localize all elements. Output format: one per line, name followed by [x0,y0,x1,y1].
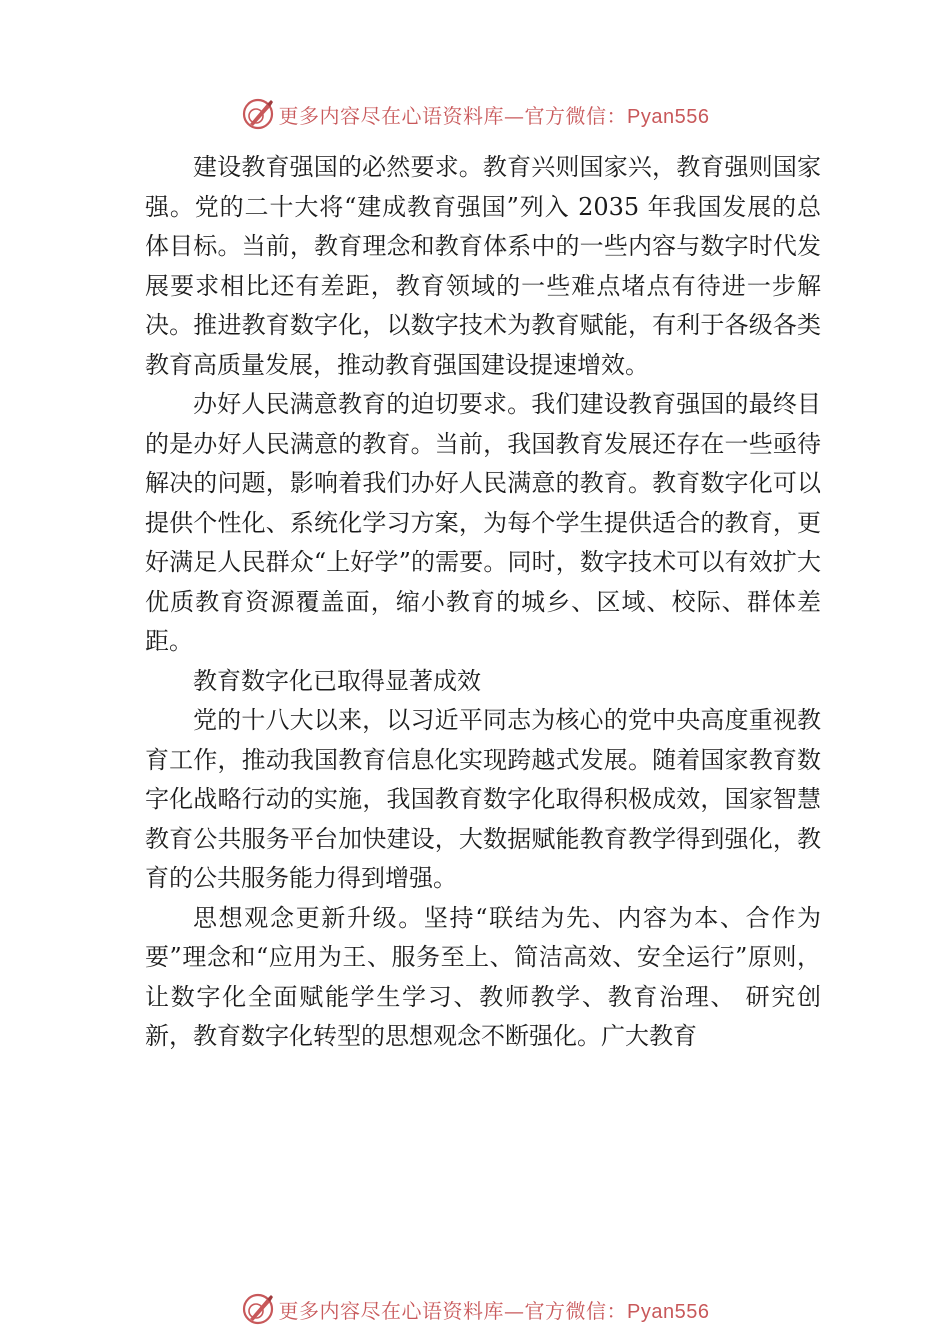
pen-circle-icon [241,1292,275,1326]
watermark-label: 官方微信： [524,1298,628,1323]
watermark-label: 官方微信： [524,103,628,128]
footer-watermark [0,1289,950,1329]
paragraph-1: 建设教育强国的必然要求。教育兴则国家兴，教育强则国家强。党的二十大将“建成教育强国”列入 2035 年我国发展的总体目标。当前，教育理念和教育体系中的一些内容与数字时代发展要求相比还有差距，教育领域的一些难点堵点有待进一步解决。推进教育数字化，以数字技术为教育赋能，有利于各级各类教育高质量发展，推动教育强国建设提速增效。 [145,153,821,379]
watermark-text [279,1295,710,1324]
watermark-account: Pyan556 [627,1300,710,1323]
document-body [145,148,821,1057]
paragraph-4: 思想观念更新升级。坚持“联结为先、内容为本、合作为要”理念和“应用为王、服务至上、简洁高效、安全运行”原则，让数字化全面赋能学生学习、教师教学、教育治理、 研究创新，教育数字化转型的思想观念不断强化。广大教育 [145,903,821,1050]
watermark-main: 更多内容尽在心语资料库 [278,103,505,128]
paragraph-2: 办好人民满意教育的迫切要求。我们建设教育强国的最终目的是办好人民满意的教育。当前，我国教育发展还存在一些亟待解决的问题，影响着我们办好人民满意的教育。教育数字化可以提供个性化、系统化学习方案，为每个学生提供适合的教育，更好满足人民群众“上好学”的需要。同时，数字技术可以有效扩大优质教育资源覆盖面，缩小教育的城乡、区域、校际、群体差距。 [145,390,821,655]
watermark-account: Pyan556 [627,105,710,128]
watermark-dash: — [504,1298,525,1323]
watermark-main: 更多内容尽在心语资料库 [278,1298,505,1323]
header-watermark [0,94,950,134]
paragraph-3: 党的十八大以来，以习近平同志为核心的党中央高度重视教育工作，推动我国教育信息化实现跨越式发展。随着国家教育数字化战略行动的实施，我国教育数字化取得积极成效，国家智慧教育公共服务平台加快建设，大数据赋能教育教学得到强化，教育的公共服务能力得到增强。 [145,706,821,892]
section-heading: 教育数字化已取得显著成效 [193,666,481,695]
pen-circle-icon [241,97,275,131]
watermark-dash: — [504,103,525,128]
watermark-text [279,100,710,129]
